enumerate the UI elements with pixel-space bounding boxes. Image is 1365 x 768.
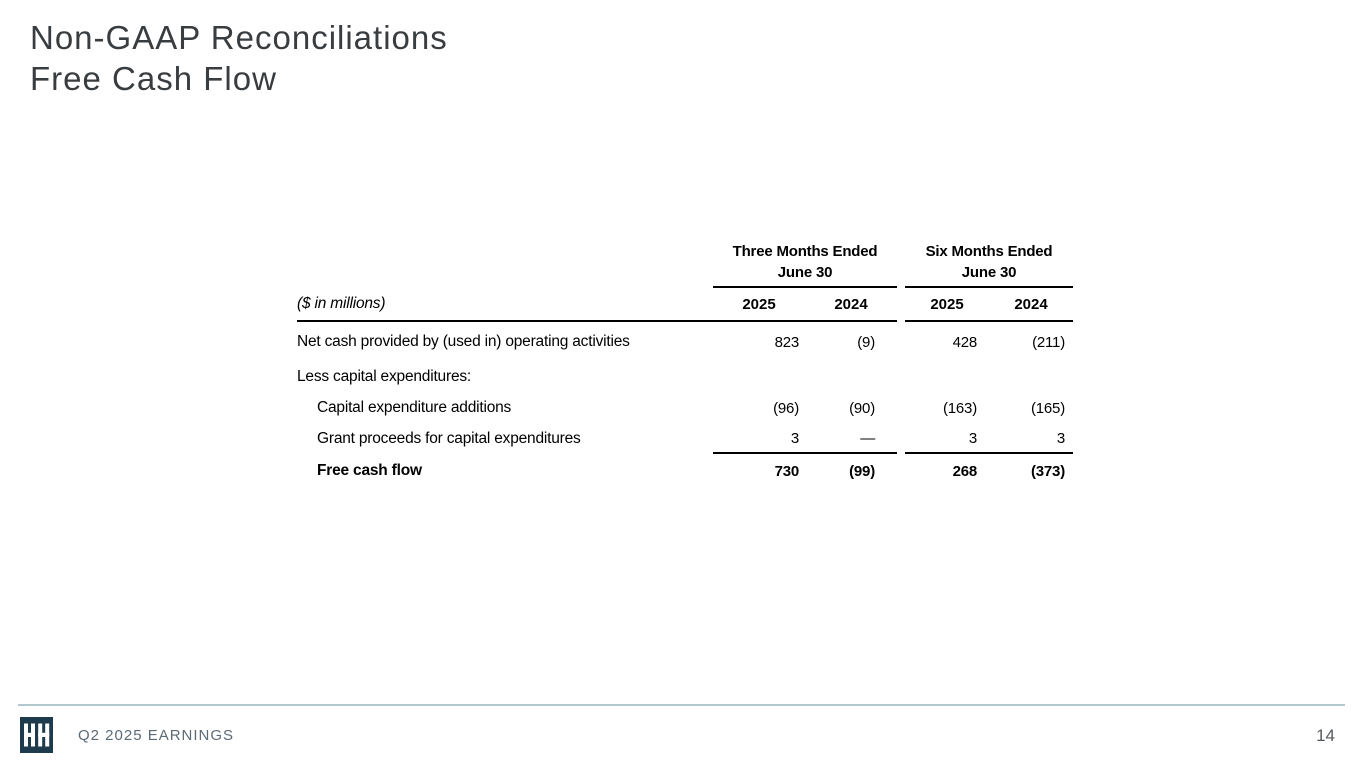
col-group-three-months-ended [713,238,897,288]
page-number: 14 [1316,726,1335,745]
group-gap [897,322,905,362]
value-cell: (373) [1030,462,1065,480]
value-cell: (99) [849,462,875,480]
free-cash-flow-table [297,238,1073,486]
col-group-six-months-ended [905,238,1073,288]
table-row-total [297,454,1073,486]
value-cell: (163) [942,399,977,417]
title-line-1: Non-GAAP Reconciliations [30,19,448,56]
value-cell [905,362,989,392]
slide-title [30,17,448,99]
col-group-label: Six Months Ended [925,243,1053,260]
table-header-groups [297,238,1073,288]
table-row [297,322,1073,362]
col-group-label: Three Months Ended [732,243,878,260]
group-gap [897,392,905,424]
hii-logo [20,717,53,753]
group-gap [897,362,905,392]
row-label: Capital expenditure additions [317,399,512,416]
value-cell [805,362,897,392]
table-row [297,362,1073,392]
value-cell: 3 [989,424,1073,454]
year-col-header: 2024 [805,288,897,322]
table-row [297,424,1073,454]
value-cell [713,362,805,392]
group-gap [897,456,905,486]
units-label: ($ in millions) [297,288,713,322]
year-col-header: 2025 [905,288,989,322]
table-header-years [297,288,1073,322]
value-cell: (165) [1030,399,1065,417]
value-cell [989,362,1073,392]
col-group-sublabel: June 30 [777,264,833,281]
value-cell: (96) [773,399,799,417]
value-cell: (211) [1032,333,1065,351]
value-cell: (90) [849,399,875,417]
value-cell: 3 [713,424,805,454]
year-col-header: 2025 [713,288,805,322]
col-group-sublabel: June 30 [961,264,1017,281]
row-label: Free cash flow [317,462,422,479]
title-line-2: Free Cash Flow [30,60,277,97]
value-cell: 730 [774,462,799,480]
header-spacer-cell [297,238,713,288]
value-cell: 428 [952,333,977,351]
value-cell: — [805,424,897,454]
value-cell: 268 [952,462,977,480]
value-cell: 823 [774,333,799,351]
footer-accent-line [18,704,1345,706]
group-gap [897,288,905,322]
footer-label: Q2 2025 EARNINGS [78,727,235,744]
row-label: Grant proceeds for capital expenditures [317,430,581,447]
value-cell: 3 [905,424,989,454]
row-label: Net cash provided by (used in) operating activities [297,333,630,350]
group-gap [897,424,905,454]
row-label: Less capital expenditures: [297,368,472,385]
year-col-header: 2024 [989,288,1073,322]
table-row [297,392,1073,424]
value-cell: (9) [857,333,875,351]
group-gap [897,238,905,288]
